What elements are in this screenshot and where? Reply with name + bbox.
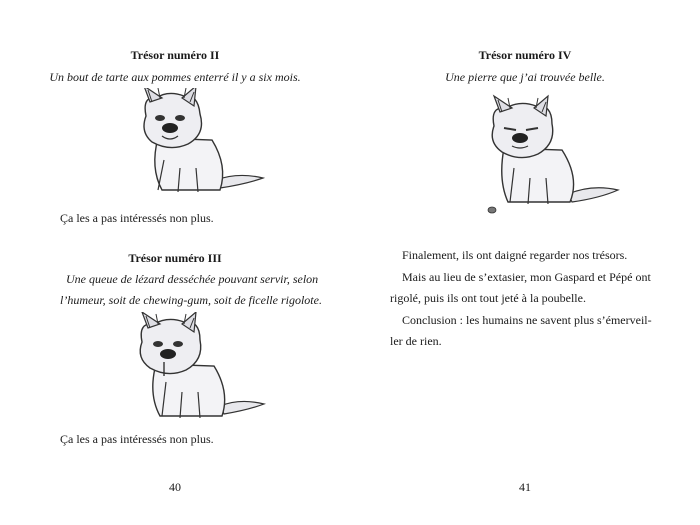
paragraph-1: Finalement, ils ont daigné regarder nos trésors. [402, 248, 628, 262]
paragraph-3-line2: ler de rien. [390, 334, 442, 348]
right-page [350, 0, 700, 525]
tresor-2-heading: Trésor numéro II [130, 48, 220, 62]
tresor-2-description: Un bout de tarte aux pommes enterré il y a six mois. [49, 70, 301, 84]
cat-illustration-2 [128, 312, 268, 424]
tresor-4-heading: Trésor numéro IV [478, 48, 572, 62]
tresor-3-description-line1: Une queue de lézard desséchée pouvant servir, selon [66, 272, 319, 286]
tresor-4-description: Une pierre que j’ai trouvée belle. [445, 70, 605, 84]
tresor-3-description-line2: l’humeur, soit de chewing-gum, soit de ficelle rigolote. [60, 293, 322, 307]
cat-illustration-3 [482, 94, 622, 218]
paragraph-3-line1: Conclusion : les humains ne savent plus s’émerveil- [402, 313, 652, 327]
page-number-right: 41 [519, 480, 531, 494]
after-tresor-3-text: Ça les a pas intéressés non plus. [60, 432, 214, 446]
tresor-3-heading: Trésor numéro III [128, 251, 222, 265]
paragraph-2-line2: rigolé, puis ils ont tout jeté à la poubelle. [390, 291, 586, 305]
paragraph-2-line1: Mais au lieu de s’extasier, mon Gaspard et Pépé ont [402, 270, 651, 284]
after-tresor-2-text: Ça les a pas intéressés non plus. [60, 211, 214, 225]
page-number-left: 40 [169, 480, 181, 494]
cat-illustration-1 [128, 88, 268, 198]
